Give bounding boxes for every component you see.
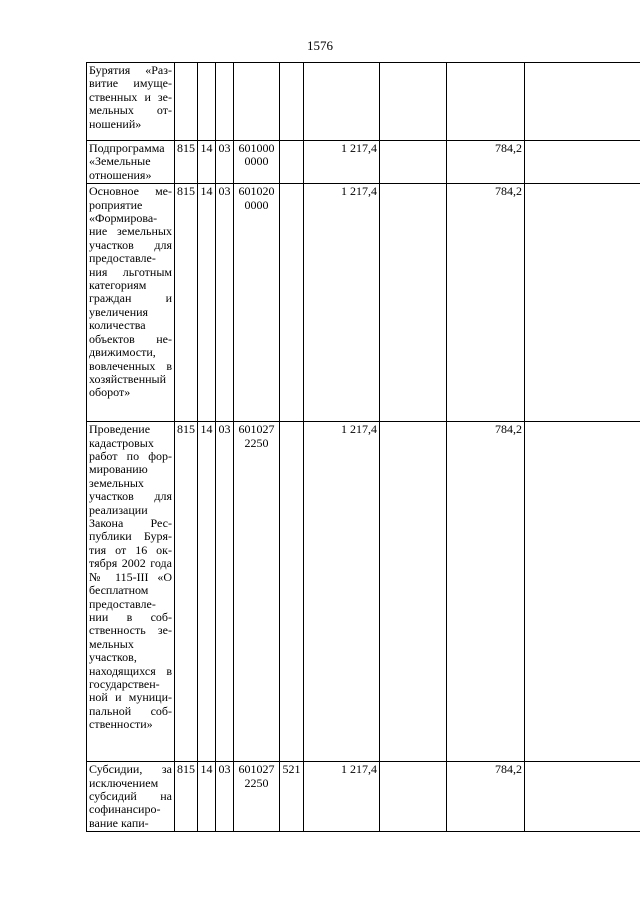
row-name-cell: [87, 184, 175, 422]
subsection-code-cell: 03: [216, 422, 234, 762]
amount-cell: [525, 762, 640, 832]
row-name-line: находящихся в: [89, 663, 172, 678]
target-article-cell: [234, 63, 280, 141]
admin-code-cell: [175, 63, 198, 141]
row-name-cell: [87, 762, 175, 832]
row-name-line: кадастровых: [89, 435, 154, 450]
admin-code-cell: 815: [175, 762, 198, 832]
row-name-cell: [87, 141, 175, 184]
row-name-line: вовлеченных в: [89, 358, 172, 373]
row-name-line: публики Буря-: [89, 529, 172, 544]
amount-cell: [380, 63, 447, 141]
row-name-line: ственность зе-: [89, 623, 172, 638]
row-name-line: объектов не-: [89, 331, 172, 346]
amount-cell: 1 217,4: [304, 141, 380, 184]
row-name-line: Основное ме-: [89, 184, 172, 199]
amount-cell: 784,2: [447, 422, 525, 762]
target-article-cell: [234, 184, 280, 422]
row-name-line: категориям: [89, 278, 147, 293]
row-name-line: «Земельные: [89, 154, 151, 169]
amount-cell: [380, 422, 447, 762]
target-article-cell: [234, 141, 280, 184]
target-article-line: 601027: [238, 762, 275, 777]
row-name-line: тября 2002 года: [89, 556, 172, 571]
subsection-code-cell: 03: [216, 762, 234, 832]
row-name-line: земельных: [89, 475, 144, 490]
row-name-line: Проведение: [89, 422, 151, 437]
row-name-line: витие имуще-: [89, 76, 172, 91]
expense-type-cell: [280, 141, 304, 184]
subsection-code-cell: [216, 63, 234, 141]
expense-type-cell: 521: [280, 762, 304, 832]
table-row: [87, 184, 640, 422]
row-name-line: ственных и зе-: [89, 89, 172, 104]
row-name-cell: [87, 422, 175, 762]
row-name-line: ние земельных: [89, 224, 172, 239]
row-name-line: работ по фор-: [89, 449, 172, 464]
row-name-line: № 115-III «О: [89, 569, 172, 584]
row-name-line: количества: [89, 318, 146, 333]
amount-cell: [304, 63, 380, 141]
target-article-line: 0000: [244, 197, 269, 212]
row-name-line: предоставле-: [89, 251, 156, 266]
amount-cell: 784,2: [447, 762, 525, 832]
row-name-line: ной и муници-: [89, 690, 172, 705]
target-article-line: 601027: [238, 422, 275, 437]
row-name-line: ния льготным: [89, 264, 172, 279]
amount-cell: [447, 63, 525, 141]
section-code-cell: 14: [198, 184, 216, 422]
admin-code-cell: 815: [175, 422, 198, 762]
row-name-line: граждан и: [89, 291, 172, 306]
section-code-cell: 14: [198, 422, 216, 762]
row-name-line: тия от 16 ок-: [89, 542, 172, 557]
amount-cell: 784,2: [447, 184, 525, 422]
page-number: 1576: [307, 38, 333, 53]
row-name-line: субсидий на: [89, 789, 172, 804]
subsection-code-cell: 03: [216, 141, 234, 184]
section-code-cell: [198, 63, 216, 141]
row-name-line: отношения»: [89, 167, 152, 182]
row-name-line: государствен-: [89, 676, 160, 691]
row-name-cell: [87, 63, 175, 141]
table-row: [87, 422, 640, 762]
row-name-line: мированию: [89, 462, 148, 477]
row-name-line: Подпрограмма: [89, 141, 165, 155]
row-name-line: участков,: [89, 650, 137, 665]
amount-cell: 1 217,4: [304, 422, 380, 762]
target-article-line: 2250: [244, 435, 269, 450]
row-name-line: нии в соб-: [89, 609, 172, 624]
amount-cell: [525, 422, 640, 762]
row-name-line: софинансиро-: [89, 802, 161, 817]
row-name-line: пальной соб-: [89, 703, 172, 718]
amount-cell: [525, 141, 640, 184]
row-name-line: увеличения: [89, 304, 149, 319]
table-row: [87, 141, 640, 184]
target-article-line: 0000: [244, 154, 269, 169]
expense-type-cell: [280, 184, 304, 422]
row-name-line: оборот»: [89, 385, 131, 400]
row-name-line: хозяйственный: [89, 371, 167, 386]
row-name-line: ственности»: [89, 717, 153, 732]
table-row: [87, 63, 640, 141]
section-code-cell: 14: [198, 141, 216, 184]
admin-code-cell: 815: [175, 184, 198, 422]
amount-cell: 1 217,4: [304, 762, 380, 832]
amount-cell: [525, 184, 640, 422]
target-article-cell: [234, 422, 280, 762]
row-name-line: мельных от-: [89, 103, 172, 118]
row-name-line: участков для: [89, 237, 172, 252]
row-name-line: исключением: [89, 775, 159, 790]
row-name-line: вание капи-: [89, 815, 149, 830]
row-name-line: Бурятия «Раз-: [89, 63, 172, 77]
row-name-line: бесплатном: [89, 583, 149, 598]
row-name-line: мельных: [89, 636, 134, 651]
expense-type-cell: [280, 422, 304, 762]
target-article-line: 601020: [238, 184, 275, 199]
target-article-line: 601000: [238, 141, 275, 155]
row-name-line: предоставле-: [89, 596, 156, 611]
row-name-line: Субсидии, за: [89, 762, 172, 777]
amount-cell: 1 217,4: [304, 184, 380, 422]
target-article-cell: [234, 762, 280, 832]
row-name-line: участков для: [89, 489, 172, 504]
amount-cell: [380, 762, 447, 832]
amount-cell: [380, 184, 447, 422]
row-name-line: роприятие: [89, 197, 143, 212]
row-name-line: Закона Рес-: [89, 516, 172, 531]
section-code-cell: 14: [198, 762, 216, 832]
row-name-line: «Формирова-: [89, 211, 158, 226]
amount-cell: 784,2: [447, 141, 525, 184]
amount-cell: [380, 141, 447, 184]
expense-type-cell: [280, 63, 304, 141]
row-name-line: ношений»: [89, 116, 142, 131]
table-row: [87, 762, 640, 832]
admin-code-cell: 815: [175, 141, 198, 184]
row-name-line: движимости,: [89, 345, 156, 360]
budget-table: [86, 62, 640, 832]
target-article-line: 2250: [244, 775, 269, 790]
amount-cell: [525, 63, 640, 141]
subsection-code-cell: 03: [216, 184, 234, 422]
row-name-line: реализации: [89, 502, 148, 517]
